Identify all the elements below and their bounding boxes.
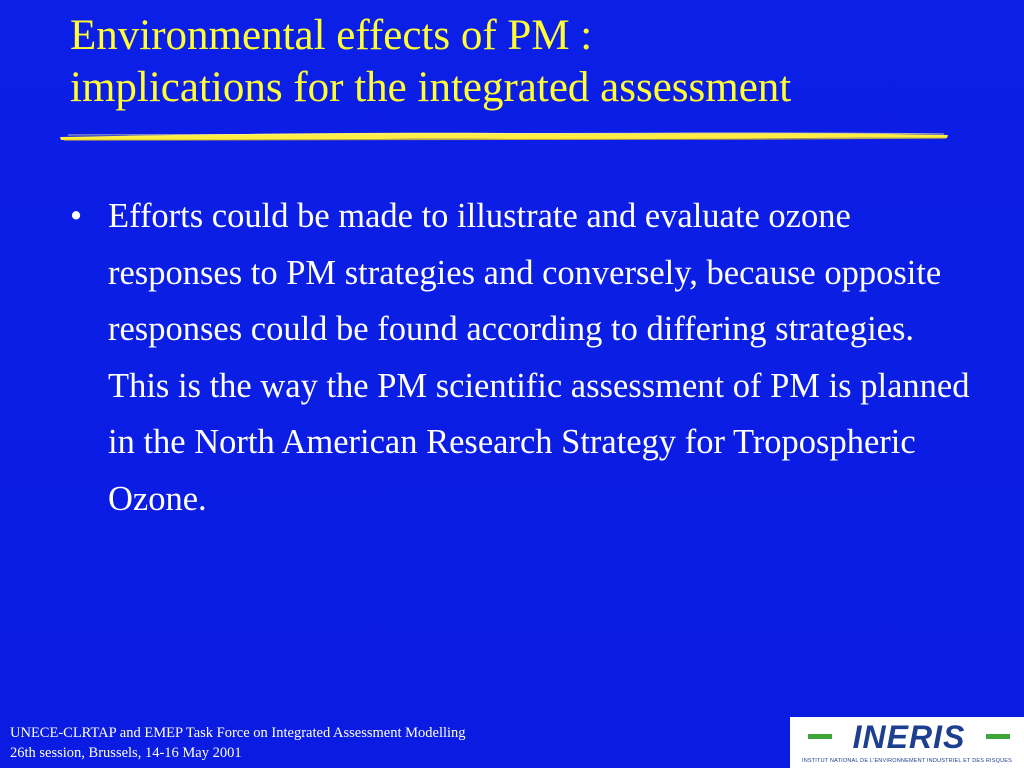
logo-wordmark: INERIS xyxy=(852,719,966,755)
title-line-2: implications for the integrated assessment xyxy=(70,64,792,111)
bullet-list xyxy=(70,188,970,527)
logo-green-bar-right xyxy=(986,734,1010,739)
title-underline-brushstroke xyxy=(58,128,950,146)
slide-title xyxy=(70,10,970,114)
ineris-logo xyxy=(790,717,1024,768)
bullet-paragraph-1: Efforts could be made to illustrate and evaluate ozone responses to PM strategies and conversely, because opposite responses could be found according to differing strategies. xyxy=(108,197,942,348)
logo-subtitle: INSTITUT NATIONAL DE L'ENVIRONNEMENT INDUSTRIEL ET DES RISQUES xyxy=(801,758,1013,764)
title-line-1: Environmental effects of PM : xyxy=(70,12,593,59)
footer xyxy=(10,723,466,763)
footer-line-2: 26th session, Brussels, 14-16 May 2001 xyxy=(10,745,242,761)
footer-line-1: UNECE-CLRTAP and EMEP Task Force on Integrated Assessment Modelling xyxy=(10,725,466,741)
bullet-marker: • xyxy=(70,197,83,235)
bullet-paragraph-2: This is the way the PM scientific assessment of PM is planned in the North American Research Strategy for Tropospheric Ozone. xyxy=(108,366,970,518)
bullet-text xyxy=(108,188,970,527)
bullet-item xyxy=(70,188,970,527)
